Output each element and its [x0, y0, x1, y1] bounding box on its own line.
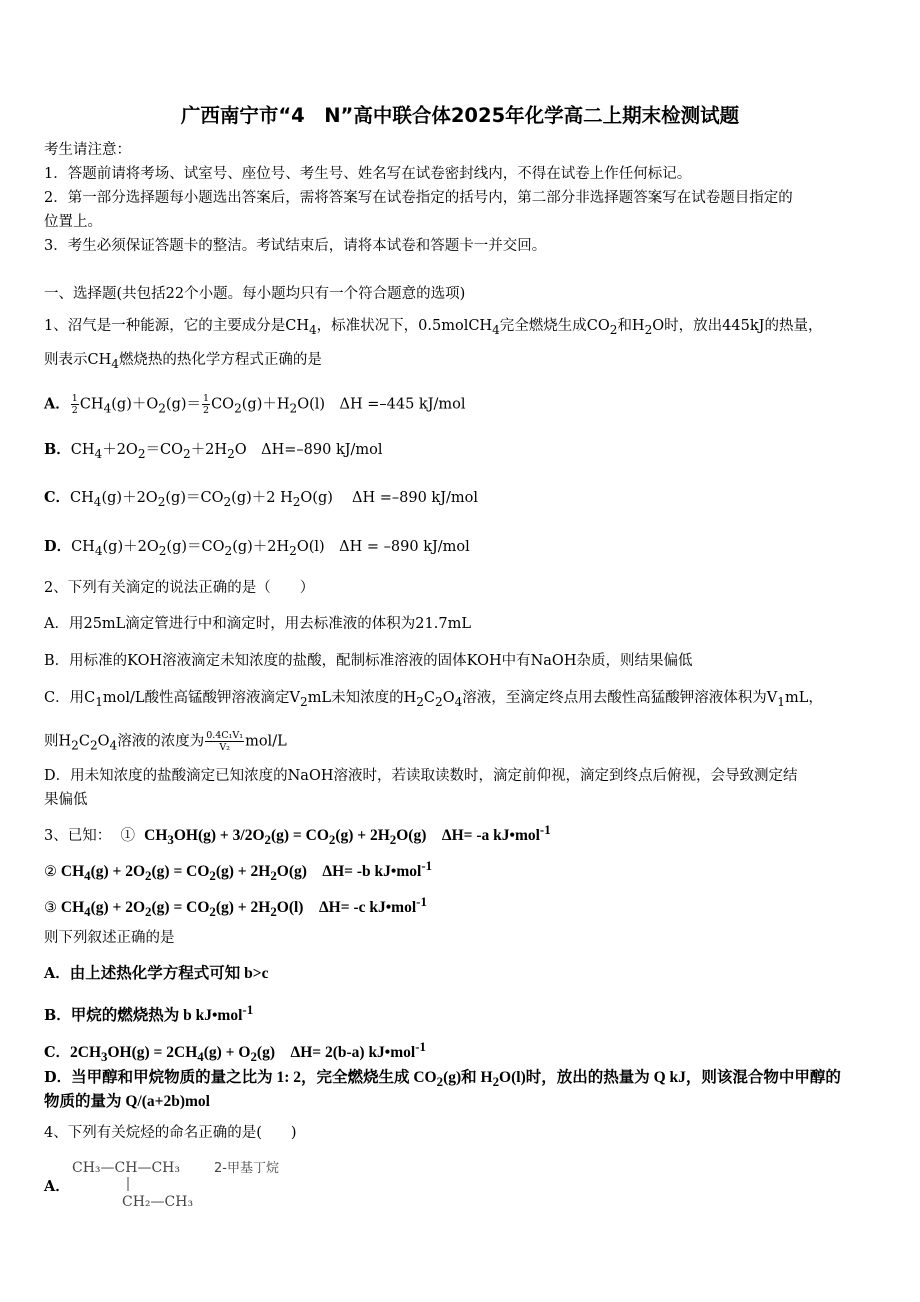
main-chain-text: CH₃—CH—CH₃	[72, 1160, 180, 1176]
q2-option-c-cont: 则$H_2C_2O_4$溶液的浓度为 $\frac{\text{0.4C₁V₁}}{\text{V₂}}$ mol/L	[44, 730, 287, 753]
half-fraction: $\frac{1}{2}$	[203, 393, 210, 416]
notice-item-2: 2．第一部分选择题每小题选出答案后，需将答案写在试卷指定的括号内，第二部分非选择题答案写在试卷题目指定的	[44, 190, 793, 206]
q3-option-b: B．甲烷的燃烧热为 b kJ•mol$^{-1}$	[44, 1002, 254, 1025]
q4-stem: 4、下列有关烷烃的命名正确的是( )	[44, 1125, 297, 1141]
q3-stem: 3、已知： ① $CH_3OH(g) + 3/2O_2(g) = CO_2(g) + 2H_2O(g)$ ΔH= -a kJ•mol$^{-1}$	[44, 822, 551, 848]
q3-ask: 则下列叙述正确的是	[44, 930, 175, 946]
notice-item-3: 3．考生必须保证答题卡的整洁。考试结束后，请将本试卷和答题卡一并交回。	[44, 238, 547, 254]
q3-option-d: D．当甲醇和甲烷物质的量之比为 1: 2，完全燃烧生成 $CO_2(g)$和 $H_2O(l)$时，放出的热量为 Q kJ，则该混合物中甲醇的	[44, 1069, 841, 1090]
q1-option-b: B．$CH_4+2O_2=CO_2+2H_2O$ ΔH=–890 kJ/mol	[44, 441, 383, 461]
notice-item-1: 1．答题前请将考场、试室号、座位号、考生号、姓名写在试卷密封线内，不得在试卷上作任何标记。	[44, 166, 692, 182]
compound-name: 2-甲基丁烷	[214, 1161, 279, 1176]
q4-option-a-label: A．	[44, 1178, 70, 1195]
q2-option-d-cont: 果偏低	[44, 792, 88, 808]
concentration-fraction: $\frac{\text{0.4C₁V₁}}{\text{V₂}}$	[206, 730, 244, 753]
q3-eq1: ① $CH_3OH(g) + 3/2O_2(g) = CO_2(g) + 2H_2O(g)$ ΔH= -a kJ•mol$^{-1}$	[120, 822, 551, 848]
q3-eq2: ② $CH_4(g) + 2O_2(g) = CO_2(g) + 2H_2O(g)$ ΔH= -b kJ•mol$^{-1}$	[44, 858, 433, 884]
q2-option-b: B．用标准的KOH溶液滴定未知浓度的盐酸，配制标准溶液的固体KOH中有NaOH杂质，则结果偏低	[44, 653, 693, 669]
q1-stem-cont: 则表示$CH_4$燃烧热的热化学方程式正确的是	[44, 352, 322, 371]
notice-heading: 考生请注意：	[44, 142, 131, 158]
branch-text: CH₂—CH₃	[122, 1194, 194, 1210]
q1-option-a: A． $\frac{1}{2}$ $CH_4(g)+O_2(g)=$ $\frac{1}{2}$ $CO_2(g)+H_2O(l)$ ΔH =–445 kJ/mol	[44, 393, 466, 416]
q3-option-d-cont: 物质的量为 Q/(a+2b)mol	[44, 1093, 210, 1110]
q1-option-c: C．$CH_4(g)+2O_2(g)=CO_2(g)+2$ $H_2O(g)$ ΔH =–890 kJ/mol	[44, 489, 479, 509]
q3-option-c: C．$2CH_3OH(g) = 2CH_4(g) + O_2(g)$ ΔH= 2(b-a) kJ•mol$^{-1}$	[44, 1039, 426, 1065]
q2-stem: 2、下列有关滴定的说法正确的是（ ）	[44, 580, 315, 596]
q2-option-d: D．用未知浓度的盐酸滴定已知浓度的NaOH溶液时，若读取读数时，滴定前仰视，滴定到终点后俯视，会导致测定结	[44, 768, 798, 784]
q3-option-a: A．由上述热化学方程式可知 b>c	[44, 965, 269, 982]
notice-item-2-cont: 位置上。	[44, 214, 102, 230]
structural-formula	[70, 1150, 310, 1212]
q3-eq3: ③ $CH_4(g) + 2O_2(g) = CO_2(g) + 2H_2O(l)$ ΔH= -c kJ•mol$^{-1}$	[44, 894, 427, 920]
section-heading: 一、选择题(共包括22个小题。每小题均只有一个符合题意的选项)	[44, 286, 466, 302]
q1-stem: 1、沼气是一种能源，它的主要成分是$CH_4$，标准状况下，0.5molCH$_4$完全燃烧生成$CO_2$和$H_2O$时，放出445kJ的热量，	[44, 318, 823, 337]
q2-option-c: C．用$C_1mol/L$酸性高锰酸钾溶液滴定$V_2mL$未知浓度的$H_2C_2O_4$溶液，至滴定终点用去酸性高猛酸钾溶液体积为$V_1mL$，	[44, 690, 823, 709]
q1-option-d: D．$CH_4(g)+2O_2(g)=CO_2(g)+2H_2O(l)$ ΔH = –890 kJ/mol	[44, 538, 470, 558]
q4-option-a-structure	[70, 1150, 310, 1212]
q2-option-a: A．用25mL滴定管进行中和滴定时，用去标准液的体积为21.7mL	[44, 616, 471, 632]
half-fraction: $\frac{1}{2}$	[71, 393, 78, 416]
page-title: 广西南宁市“4 N”高中联合体2025年化学高二上期末检测试题	[180, 104, 740, 127]
